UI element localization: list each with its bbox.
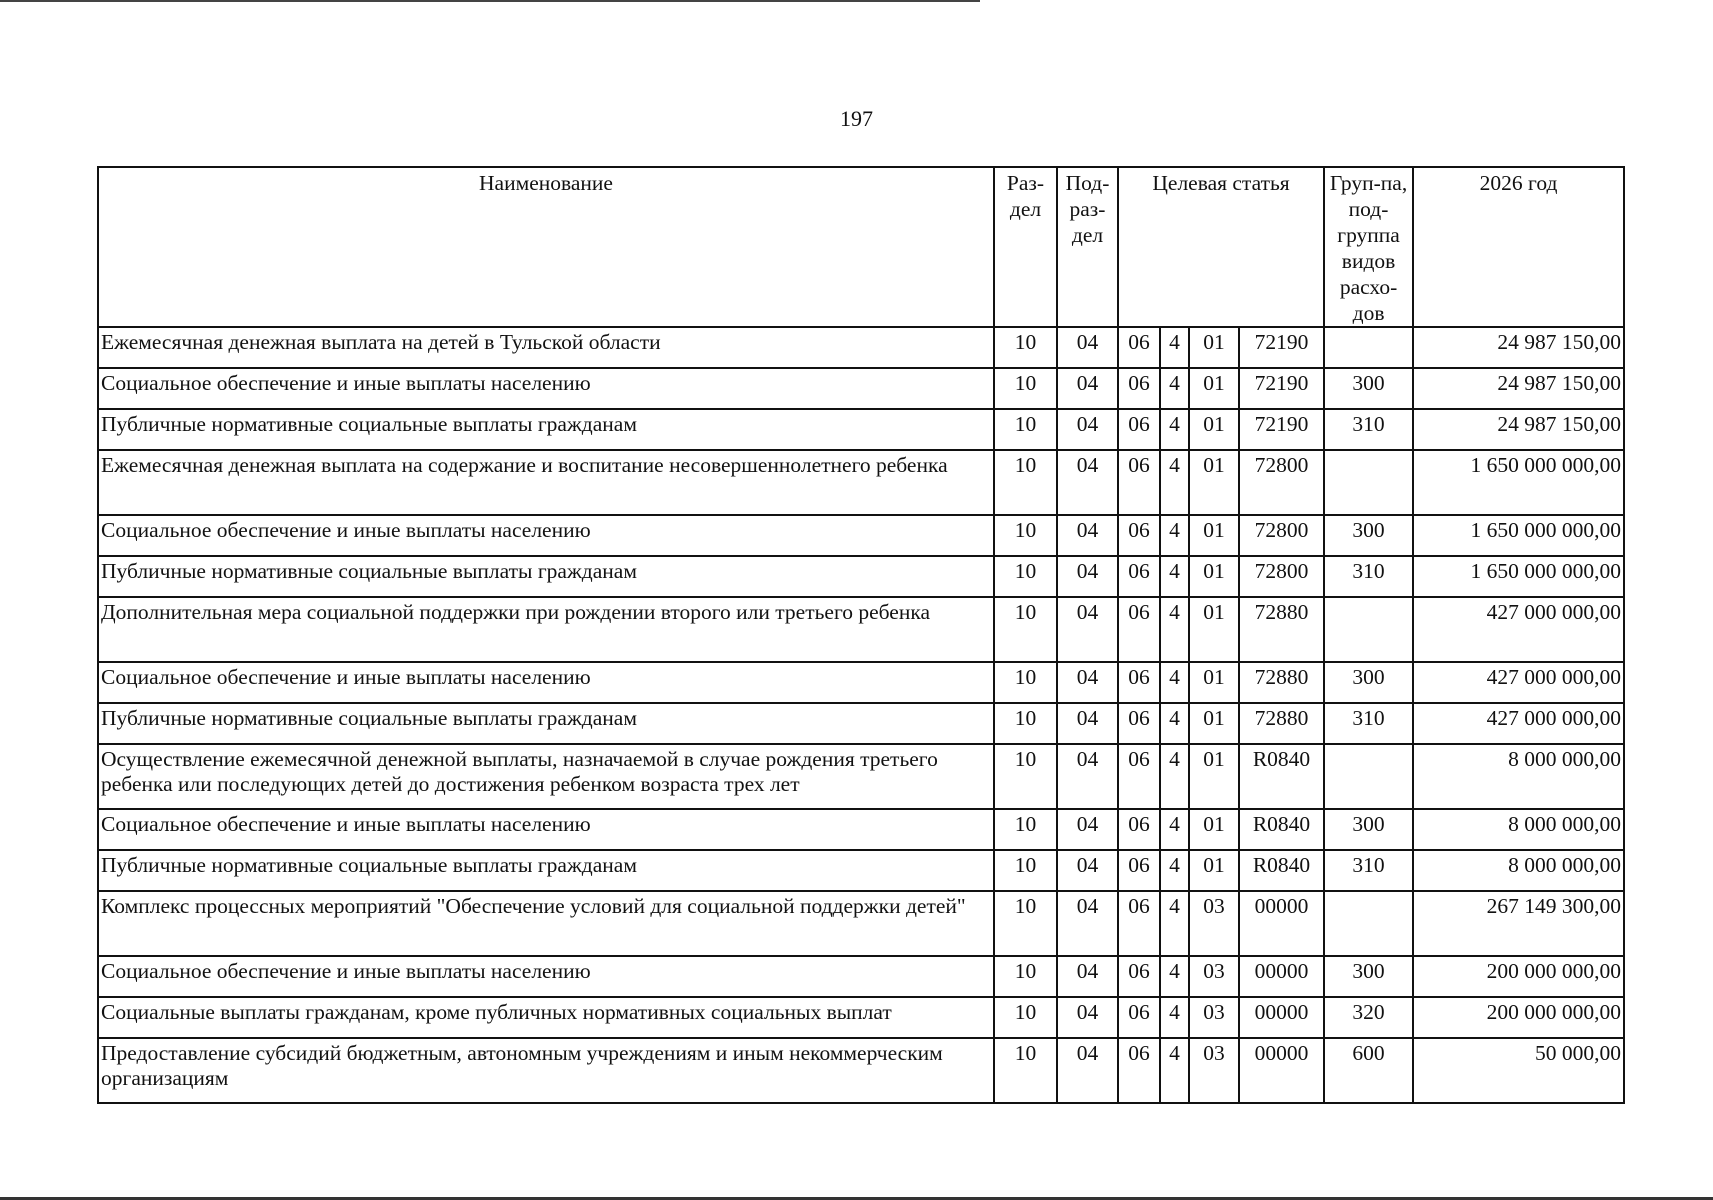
cell-expense-group: 310 xyxy=(1324,850,1413,891)
cell-amount: 427 000 000,00 xyxy=(1413,597,1624,662)
cell-name: Комплекс процессных мероприятий "Обеспечение условий для социальной поддержки детей" xyxy=(98,891,994,956)
table-row xyxy=(98,703,1624,744)
header-podrazdel: Под-раз-дел xyxy=(1057,167,1118,327)
cell-target-direction: 72800 xyxy=(1239,450,1324,515)
cell-name: Ежемесячная денежная выплата на содержание и воспитание несовершеннолетнего ребенка xyxy=(98,450,994,515)
cell-target-type: 4 xyxy=(1160,744,1189,809)
cell-name: Социальные выплаты гражданам, кроме публичных нормативных социальных выплат xyxy=(98,997,994,1038)
cell-razdel: 10 xyxy=(994,809,1057,850)
cell-razdel: 10 xyxy=(994,409,1057,450)
cell-target-program: 06 xyxy=(1118,368,1160,409)
cell-razdel: 10 xyxy=(994,997,1057,1038)
cell-target-direction: 00000 xyxy=(1239,891,1324,956)
cell-amount: 200 000 000,00 xyxy=(1413,997,1624,1038)
cell-target-program: 06 xyxy=(1118,809,1160,850)
cell-podrazdel: 04 xyxy=(1057,850,1118,891)
cell-name: Предоставление субсидий бюджетным, автономным учреждениям и иным некоммерческим организациям xyxy=(98,1038,994,1103)
cell-amount: 24 987 150,00 xyxy=(1413,409,1624,450)
cell-amount: 267 149 300,00 xyxy=(1413,891,1624,956)
cell-target-program: 06 xyxy=(1118,703,1160,744)
cell-expense-group xyxy=(1324,744,1413,809)
cell-amount: 200 000 000,00 xyxy=(1413,956,1624,997)
cell-podrazdel: 04 xyxy=(1057,662,1118,703)
cell-podrazdel: 04 xyxy=(1057,703,1118,744)
cell-name: Публичные нормативные социальные выплаты гражданам xyxy=(98,703,994,744)
cell-target-program: 06 xyxy=(1118,556,1160,597)
header-target-article: Целевая статья xyxy=(1118,167,1324,327)
cell-target-complex: 01 xyxy=(1189,368,1239,409)
cell-target-direction: 72190 xyxy=(1239,409,1324,450)
cell-name: Ежемесячная денежная выплата на детей в Тульской области xyxy=(98,327,994,368)
cell-target-program: 06 xyxy=(1118,662,1160,703)
cell-expense-group: 300 xyxy=(1324,956,1413,997)
top-edge-rule xyxy=(0,0,980,2)
cell-podrazdel: 04 xyxy=(1057,891,1118,956)
cell-target-program: 06 xyxy=(1118,997,1160,1038)
cell-target-program: 06 xyxy=(1118,450,1160,515)
cell-name: Публичные нормативные социальные выплаты гражданам xyxy=(98,409,994,450)
cell-amount: 1 650 000 000,00 xyxy=(1413,450,1624,515)
cell-podrazdel: 04 xyxy=(1057,597,1118,662)
cell-target-type: 4 xyxy=(1160,997,1189,1038)
cell-razdel: 10 xyxy=(994,1038,1057,1103)
cell-target-complex: 01 xyxy=(1189,809,1239,850)
cell-amount: 8 000 000,00 xyxy=(1413,809,1624,850)
cell-expense-group: 300 xyxy=(1324,368,1413,409)
cell-expense-group xyxy=(1324,891,1413,956)
cell-target-direction: 72800 xyxy=(1239,556,1324,597)
table-row xyxy=(98,1038,1624,1103)
cell-target-complex: 01 xyxy=(1189,450,1239,515)
cell-target-type: 4 xyxy=(1160,368,1189,409)
cell-name: Осуществление ежемесячной денежной выплаты, назначаемой в случае рождения третьего ребенка или последующих детей до достижения ребенком возраста трех лет xyxy=(98,744,994,809)
table-row xyxy=(98,891,1624,956)
cell-razdel: 10 xyxy=(994,662,1057,703)
cell-expense-group: 310 xyxy=(1324,556,1413,597)
cell-target-direction: 72880 xyxy=(1239,662,1324,703)
cell-podrazdel: 04 xyxy=(1057,809,1118,850)
budget-table xyxy=(97,166,1625,1104)
cell-target-program: 06 xyxy=(1118,409,1160,450)
cell-razdel: 10 xyxy=(994,597,1057,662)
cell-target-direction: 72190 xyxy=(1239,327,1324,368)
cell-expense-group: 300 xyxy=(1324,662,1413,703)
cell-name: Публичные нормативные социальные выплаты гражданам xyxy=(98,850,994,891)
cell-podrazdel: 04 xyxy=(1057,515,1118,556)
table-row xyxy=(98,368,1624,409)
cell-name: Социальное обеспечение и иные выплаты населению xyxy=(98,515,994,556)
cell-amount: 24 987 150,00 xyxy=(1413,327,1624,368)
cell-target-complex: 01 xyxy=(1189,409,1239,450)
table-row xyxy=(98,662,1624,703)
table-row xyxy=(98,744,1624,809)
cell-podrazdel: 04 xyxy=(1057,744,1118,809)
cell-expense-group: 300 xyxy=(1324,515,1413,556)
cell-podrazdel: 04 xyxy=(1057,556,1118,597)
cell-target-type: 4 xyxy=(1160,850,1189,891)
cell-target-complex: 03 xyxy=(1189,956,1239,997)
cell-target-direction: 00000 xyxy=(1239,1038,1324,1103)
table-row xyxy=(98,956,1624,997)
table-row xyxy=(98,556,1624,597)
cell-target-program: 06 xyxy=(1118,1038,1160,1103)
cell-amount: 427 000 000,00 xyxy=(1413,703,1624,744)
cell-target-program: 06 xyxy=(1118,850,1160,891)
cell-razdel: 10 xyxy=(994,744,1057,809)
cell-razdel: 10 xyxy=(994,556,1057,597)
cell-target-direction: R0840 xyxy=(1239,744,1324,809)
table-row xyxy=(98,997,1624,1038)
cell-razdel: 10 xyxy=(994,891,1057,956)
header-name: Наименование xyxy=(98,167,994,327)
cell-target-program: 06 xyxy=(1118,956,1160,997)
table-row xyxy=(98,515,1624,556)
header-razdel: Раз-дел xyxy=(994,167,1057,327)
table-row xyxy=(98,809,1624,850)
cell-amount: 427 000 000,00 xyxy=(1413,662,1624,703)
cell-expense-group xyxy=(1324,597,1413,662)
cell-target-complex: 01 xyxy=(1189,327,1239,368)
table-row xyxy=(98,409,1624,450)
header-year-2026: 2026 год xyxy=(1413,167,1624,327)
cell-target-direction: 72190 xyxy=(1239,368,1324,409)
cell-target-type: 4 xyxy=(1160,956,1189,997)
cell-podrazdel: 04 xyxy=(1057,997,1118,1038)
cell-razdel: 10 xyxy=(994,327,1057,368)
cell-expense-group: 600 xyxy=(1324,1038,1413,1103)
cell-target-type: 4 xyxy=(1160,515,1189,556)
cell-target-direction: 00000 xyxy=(1239,997,1324,1038)
cell-target-program: 06 xyxy=(1118,597,1160,662)
cell-target-type: 4 xyxy=(1160,327,1189,368)
cell-target-direction: 72880 xyxy=(1239,703,1324,744)
cell-target-complex: 01 xyxy=(1189,850,1239,891)
cell-amount: 1 650 000 000,00 xyxy=(1413,556,1624,597)
cell-target-type: 4 xyxy=(1160,891,1189,956)
cell-name: Дополнительная мера социальной поддержки при рождении второго или третьего ребенка xyxy=(98,597,994,662)
cell-name: Социальное обеспечение и иные выплаты населению xyxy=(98,809,994,850)
cell-target-complex: 03 xyxy=(1189,891,1239,956)
table-row xyxy=(98,450,1624,515)
cell-name: Социальное обеспечение и иные выплаты населению xyxy=(98,368,994,409)
cell-name: Публичные нормативные социальные выплаты гражданам xyxy=(98,556,994,597)
cell-target-program: 06 xyxy=(1118,515,1160,556)
cell-target-direction: R0840 xyxy=(1239,809,1324,850)
table-row xyxy=(98,597,1624,662)
cell-expense-group: 310 xyxy=(1324,409,1413,450)
cell-expense-group: 320 xyxy=(1324,997,1413,1038)
cell-amount: 8 000 000,00 xyxy=(1413,850,1624,891)
cell-expense-group xyxy=(1324,327,1413,368)
cell-razdel: 10 xyxy=(994,515,1057,556)
cell-amount: 1 650 000 000,00 xyxy=(1413,515,1624,556)
cell-target-type: 4 xyxy=(1160,809,1189,850)
table-body xyxy=(98,327,1624,1103)
cell-razdel: 10 xyxy=(994,956,1057,997)
cell-razdel: 10 xyxy=(994,703,1057,744)
cell-name: Социальное обеспечение и иные выплаты населению xyxy=(98,956,994,997)
cell-razdel: 10 xyxy=(994,850,1057,891)
cell-target-complex: 01 xyxy=(1189,556,1239,597)
cell-target-type: 4 xyxy=(1160,450,1189,515)
cell-target-type: 4 xyxy=(1160,556,1189,597)
cell-target-type: 4 xyxy=(1160,1038,1189,1103)
cell-target-program: 06 xyxy=(1118,891,1160,956)
cell-target-complex: 01 xyxy=(1189,515,1239,556)
cell-name: Социальное обеспечение и иные выплаты населению xyxy=(98,662,994,703)
cell-target-complex: 03 xyxy=(1189,997,1239,1038)
cell-amount: 24 987 150,00 xyxy=(1413,368,1624,409)
cell-expense-group xyxy=(1324,450,1413,515)
cell-podrazdel: 04 xyxy=(1057,450,1118,515)
cell-target-direction: 72800 xyxy=(1239,515,1324,556)
cell-target-direction: 72880 xyxy=(1239,597,1324,662)
cell-podrazdel: 04 xyxy=(1057,368,1118,409)
cell-podrazdel: 04 xyxy=(1057,409,1118,450)
cell-podrazdel: 04 xyxy=(1057,1038,1118,1103)
cell-target-complex: 01 xyxy=(1189,744,1239,809)
table-header-row xyxy=(98,167,1624,327)
page-number: 197 xyxy=(840,106,873,131)
table-row xyxy=(98,327,1624,368)
cell-target-type: 4 xyxy=(1160,703,1189,744)
cell-podrazdel: 04 xyxy=(1057,327,1118,368)
cell-target-complex: 01 xyxy=(1189,703,1239,744)
cell-target-program: 06 xyxy=(1118,327,1160,368)
cell-target-direction: 00000 xyxy=(1239,956,1324,997)
cell-target-type: 4 xyxy=(1160,662,1189,703)
cell-expense-group: 300 xyxy=(1324,809,1413,850)
header-expense-group: Груп-па, под-группа видов расхо-дов xyxy=(1324,167,1413,327)
cell-razdel: 10 xyxy=(994,368,1057,409)
cell-target-complex: 01 xyxy=(1189,597,1239,662)
cell-target-program: 06 xyxy=(1118,744,1160,809)
cell-target-type: 4 xyxy=(1160,597,1189,662)
cell-amount: 50 000,00 xyxy=(1413,1038,1624,1103)
cell-podrazdel: 04 xyxy=(1057,956,1118,997)
table-row xyxy=(98,850,1624,891)
cell-expense-group: 310 xyxy=(1324,703,1413,744)
cell-razdel: 10 xyxy=(994,450,1057,515)
cell-target-type: 4 xyxy=(1160,409,1189,450)
cell-amount: 8 000 000,00 xyxy=(1413,744,1624,809)
cell-target-complex: 01 xyxy=(1189,662,1239,703)
cell-target-direction: R0840 xyxy=(1239,850,1324,891)
cell-target-complex: 03 xyxy=(1189,1038,1239,1103)
